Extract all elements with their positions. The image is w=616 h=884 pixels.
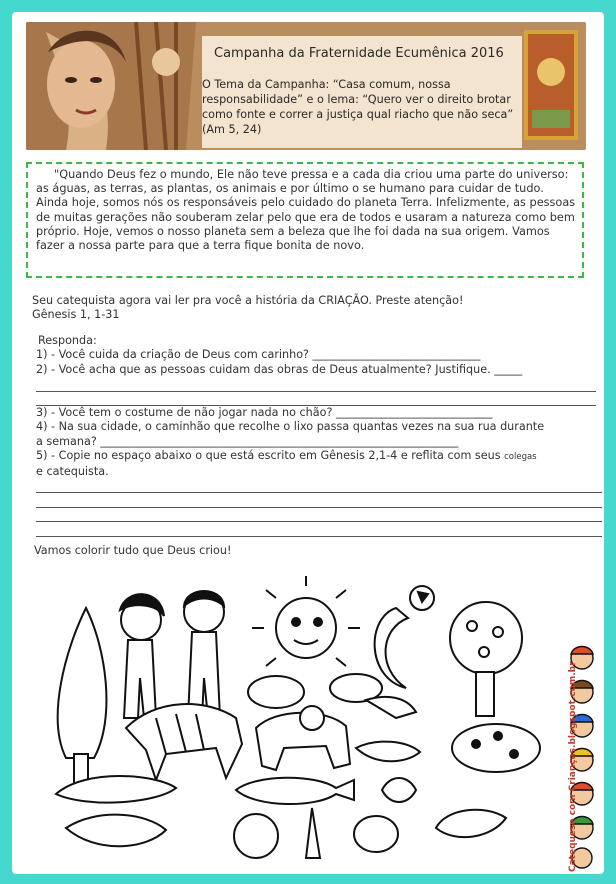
question-4-line-1: 4) - Na sua cidade, o caminhão que recolhe o lixo passa quantas vezes na sua rua durante bbox=[36, 420, 545, 434]
blog-watermark: Catequese com Crianças.blogspot.com.br bbox=[568, 661, 578, 872]
bible-reference: Gênesis 1, 1-31 bbox=[32, 308, 120, 321]
question-5-line-2: e catequista. bbox=[36, 464, 109, 478]
question-4-line-2: a semana? ________________________________________________________________ bbox=[36, 434, 459, 448]
question-2: 2) - Você acha que as pessoas cuidam das obras de Deus atualmente? Justifique. _____ bbox=[36, 362, 523, 376]
side-kids-strip bbox=[558, 642, 602, 870]
answer-line[interactable] bbox=[36, 392, 596, 406]
campaign-title: Campanha da Fraternidade Ecumênica 2016 bbox=[214, 46, 504, 61]
answer-line[interactable] bbox=[36, 493, 602, 507]
campaign-banner bbox=[26, 22, 586, 150]
creation-quote-box bbox=[26, 162, 584, 278]
questions-section bbox=[36, 334, 602, 537]
answer-line[interactable] bbox=[36, 508, 602, 522]
questions-heading: Responda: bbox=[38, 334, 97, 347]
answer-line[interactable] bbox=[36, 479, 602, 493]
creation-coloring-drawing bbox=[36, 568, 556, 864]
campaign-theme: O Tema da Campanha: “Casa comum, nossa responsabilidade” e o lema: “Quero ver o direito brotar como fonte e correr a justiça qual riacho que não seca” (Am 5, 24) bbox=[202, 78, 514, 136]
question-3: 3) - Você tem o costume de não jogar nada no chão? ____________________________ bbox=[36, 406, 493, 419]
question-5-line-1 bbox=[36, 449, 602, 464]
worksheet-page bbox=[12, 12, 604, 874]
reading-instruction bbox=[32, 294, 463, 322]
question-5-text: 5) - Copie no espaço abaixo o que está escrito em Gênesis 2,1-4 e reflita com seus bbox=[36, 449, 501, 463]
question-1: 1) - Você cuida da criação de Deus com carinho? ______________________________ bbox=[36, 348, 481, 362]
coloring-instruction: Vamos colorir tudo que Deus criou! bbox=[34, 544, 232, 557]
answer-line[interactable] bbox=[36, 377, 596, 391]
instruction-line: Seu catequista agora vai ler pra você a história da CRIAÇÃO. Preste atenção! bbox=[32, 294, 464, 307]
creation-quote-text: "Quando Deus fez o mundo, Ele não teve pressa e a cada dia criou uma parte do universo: as águas, as terras, as plantas, os animais e por último o se humano para cuidar de tudo. Ainda hoje, somos nós os responsáveis pelo cuidado do planeta Terra. Infelizmente, as pessoas de muitas gerações não souberam zelar pelo que era de todos e usaram a natureza como bem próprio. Hoje, vemos o nosso planeta sem a beleza que lhe foi dada na sua origem. Vamos fazer a nossa parte para que a terra fique bonita de novo. bbox=[36, 168, 576, 253]
answer-line[interactable] bbox=[36, 522, 602, 536]
question-5-small-word: colegas bbox=[504, 452, 537, 463]
